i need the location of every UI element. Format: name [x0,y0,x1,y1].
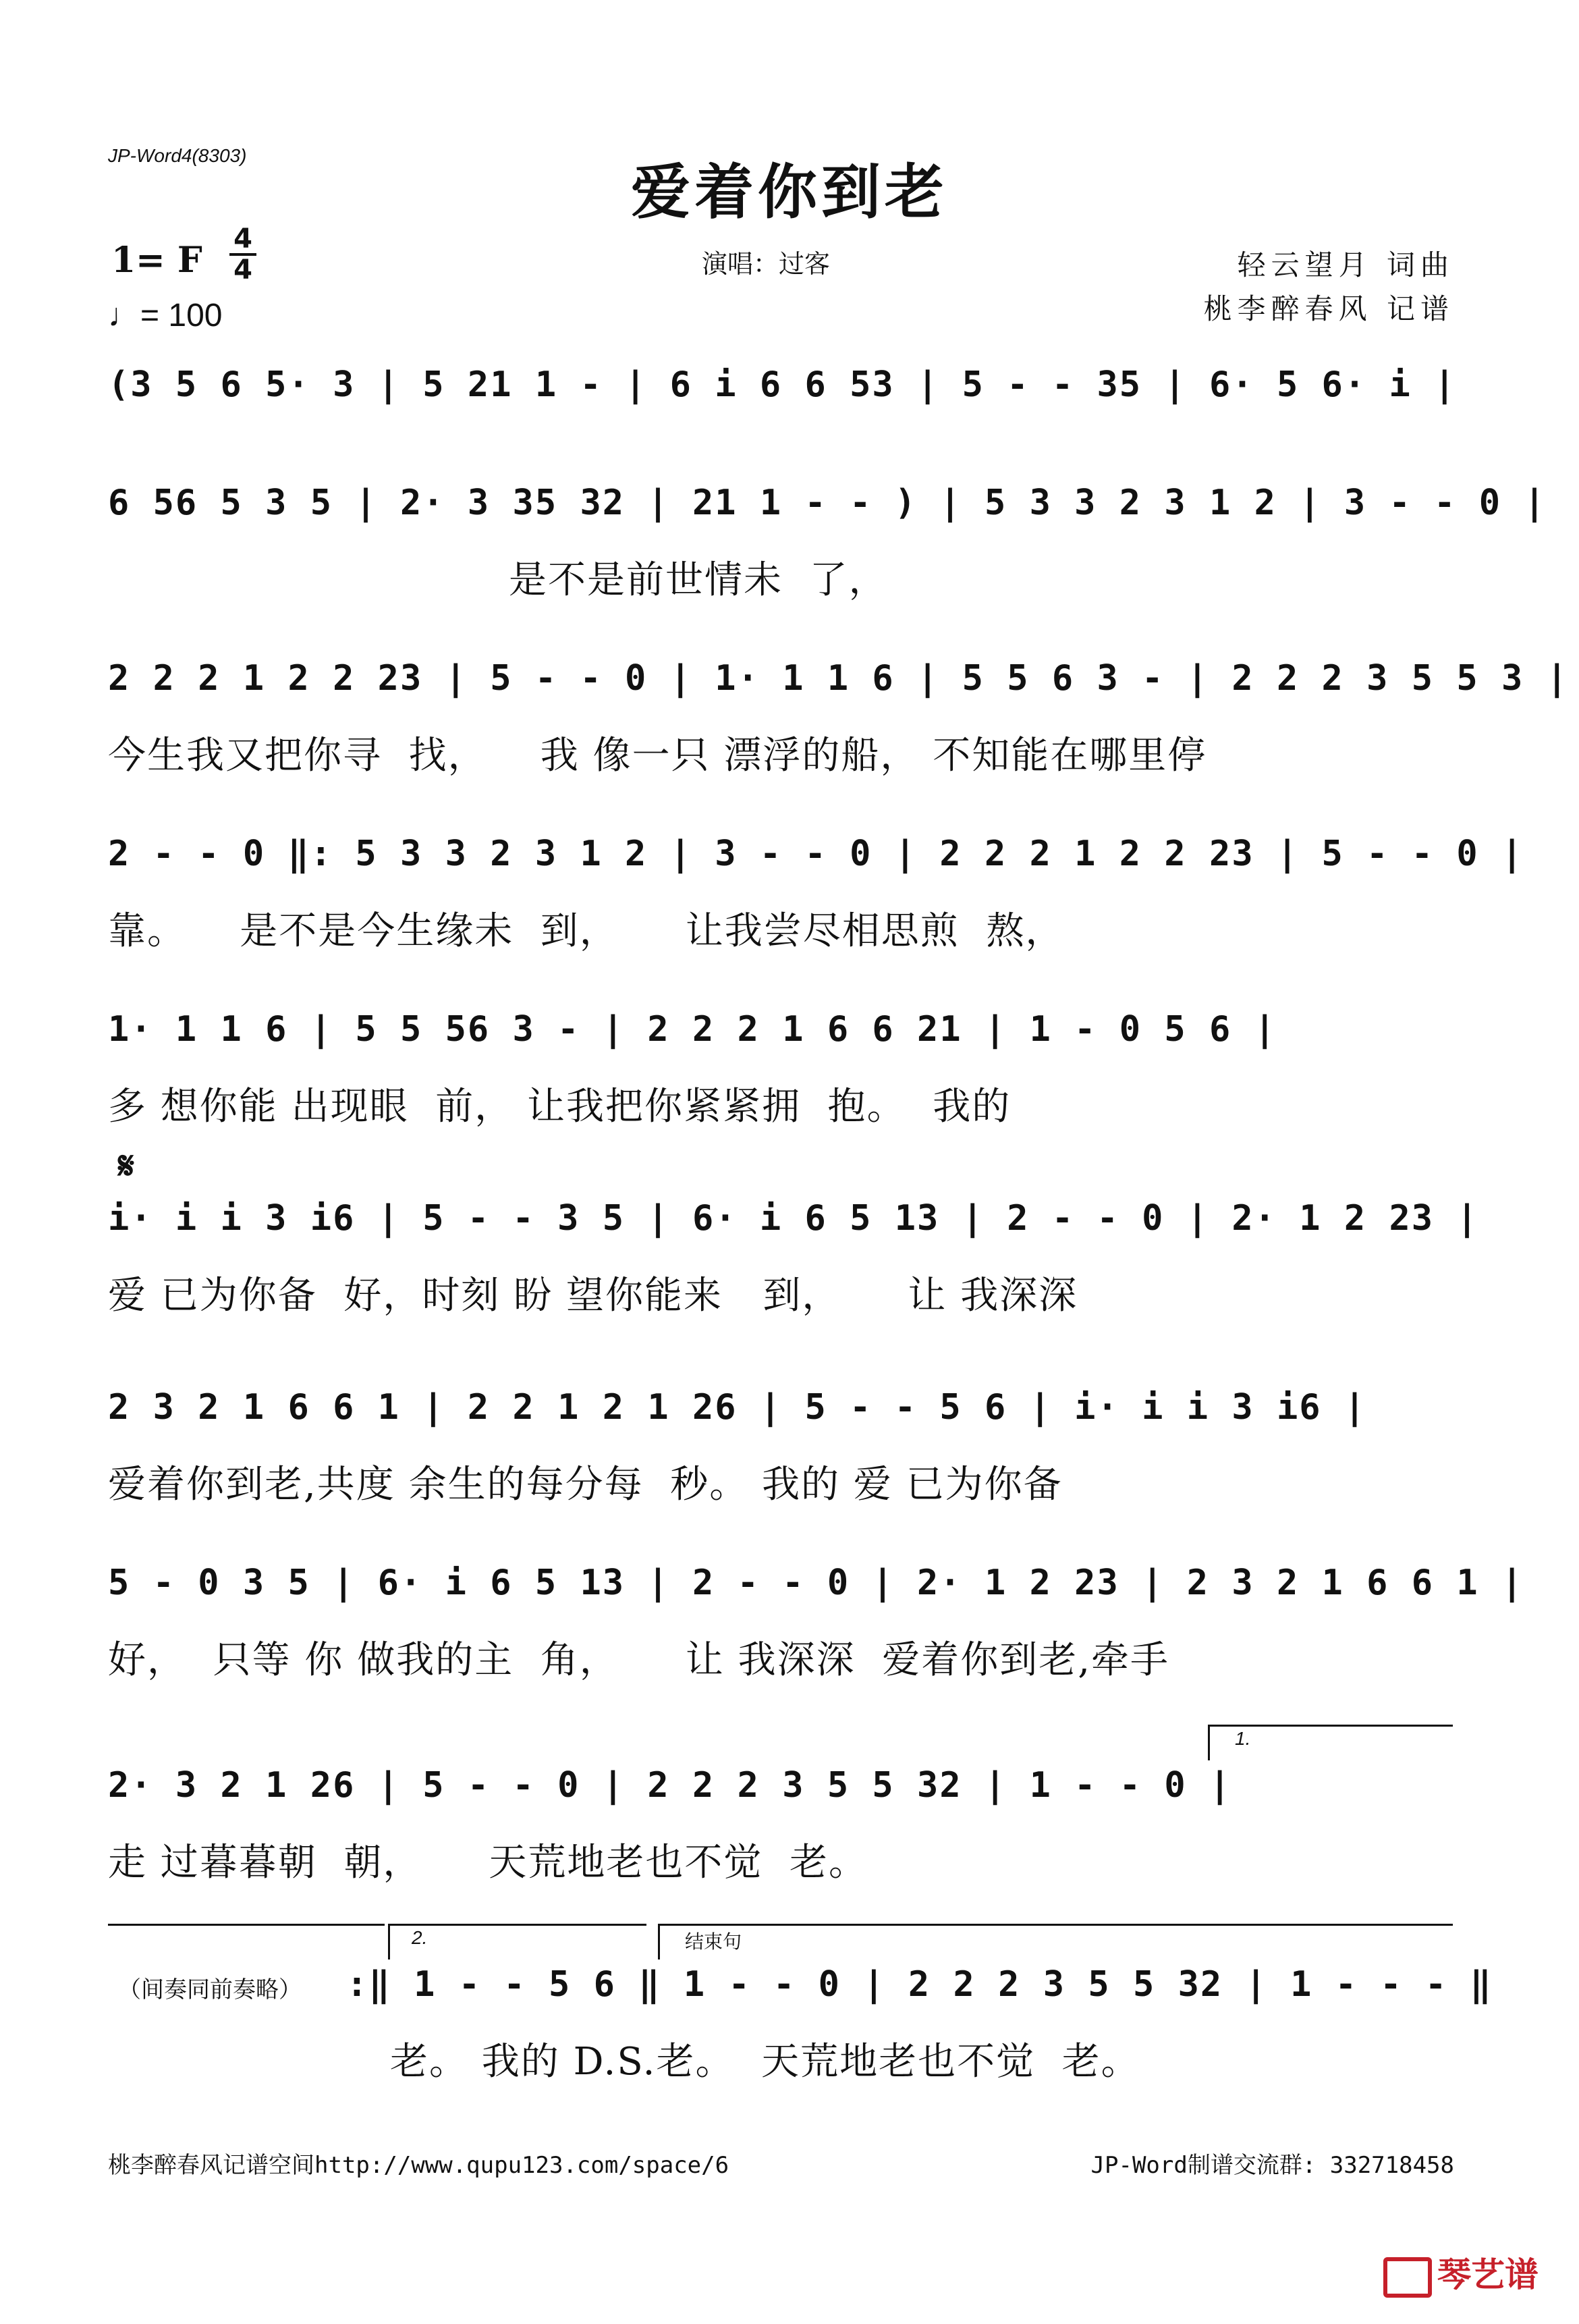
singer: 演唱：过客 [702,249,831,279]
notation-line: 5 - 0 3 5 | 6· i 6 5 13 | 2 - - 0 | 2· 1 2 23 | 2 3 2 1 6 6 1 | [108,1563,1524,1603]
lyric-line: 今生我又把你寻 找， 我 像一只 漂浮的船， 不知能在哪里停 [108,734,1207,778]
ending-bracket [658,1924,1453,1960]
transcriber-credit: 桃李醉春风 记谱 [1203,292,1454,325]
volta-2-label: 2. [412,1927,428,1948]
footer-right: JP-Word制谱交流群: 332718458 [1090,2152,1454,2179]
score-row [108,483,1547,604]
notation-line: 2· 3 2 1 26 | 5 - - 0 | 2 2 2 3 5 5 32 | 1 - - 0 | [108,1765,1232,1806]
notation-line: 2 2 2 1 2 2 23 | 5 - - 0 | 1· 1 1 6 | 5 5 6 3 - | 2 2 2 3 5 5 3 | [108,658,1569,699]
lyric-line: 老。 我的 D.S.老。 天荒地老也不觉 老。 [256,2040,1140,2084]
time-signature-top: 4 [233,223,252,254]
ending-label: 结束句 [685,1930,742,1953]
lyric-line: 靠。 是不是今生缘未 到， 让我尝尽相思煎 熬， [108,909,1065,953]
score-row [108,1387,1458,1509]
score-row [108,1009,1458,1131]
prelude-note: （间奏同前奏略） [118,1976,302,2003]
notation-line: 2 - - 0 ‖: 5 3 3 2 3 1 2 | 3 - - 0 | 2 2 2 1 2 2 23 | 5 - - 0 | [108,834,1524,874]
notation-line: 2 3 2 1 6 6 1 | 2 2 1 2 1 26 | 5 - - 5 6 | i· i i 3 i6 | [108,1387,1367,1428]
lyric-line: 爱 已为你备 好，时刻 盼 望你能来 到， 让 我深深 [108,1274,1078,1318]
prelude-rule [108,1924,385,1926]
score-row [256,1964,1493,2086]
notation-line: 6 56 5 3 5 | 2· 3 35 32 | 21 1 - - ) | 5 3 3 2 3 1 2 | 3 - - 0 | [108,483,1547,523]
score-row [108,364,1458,432]
time-signature-bottom: 4 [233,254,252,286]
score-row [108,1563,1524,1684]
notation-line: 1· 1 1 6 | 5 5 56 3 - | 2 2 2 1 6 6 21 | 1 - 0 5 6 | [108,1009,1277,1050]
logo-icon [1383,2257,1432,2298]
notation-line: :‖ 1 - - 5 6 ‖ 1 - - 0 | 2 2 2 3 5 5 32 | 1 - - - ‖ [256,1964,1493,2005]
key-signature: 1= F [111,240,202,281]
lyric-line: 多 想你能 出现眼 前， 让我把你紧紧拥 抱。 我的 [108,1085,1012,1129]
score-row [108,1198,1479,1320]
lyric-line: 好， 只等 你 做我的主 角， 让 我深深 爱着你到老,牵手 [108,1638,1170,1682]
score-row [108,1765,1458,1887]
score-row [108,834,1524,955]
tempo-mark: ♩= 100 [108,298,223,333]
notation-line: (3 5 6 5· 3 | 5 21 1 - | 6 i 6 6 53 | 5 - - 35 | 6· 5 6· i | [108,364,1457,405]
segno-sign: 𝄋 [118,1144,135,1188]
footer-left: 桃李醉春风记谱空间http://www.qupu123.com/space/6 [108,2152,729,2179]
lyric-line: 走 过暮暮朝 朝， 天荒地老也不觉 老。 [108,1841,868,1885]
score-row [108,658,1569,780]
time-signature [229,223,256,286]
volta-1-label: 1. [1235,1728,1251,1749]
notation-line: i· i i 3 i6 | 5 - - 3 5 | 6· i 6 5 13 | 2 - - 0 | 2· 1 2 23 | [108,1198,1479,1239]
song-title: 爱着你到老 [630,157,948,227]
composer-credit: 轻云望月 词曲 [1237,248,1454,281]
lyric-line: 爱着你到老,共度 余生的每分每 秒。 我的 爱 已为你备 [108,1463,1063,1507]
logo-text: 琴艺谱 [1437,2255,1539,2294]
lyric-line: 是不是前世情未 了， [108,558,888,602]
qinyipu-logo [1383,2248,1539,2298]
software-label: JP-Word4(8303) [108,145,247,166]
